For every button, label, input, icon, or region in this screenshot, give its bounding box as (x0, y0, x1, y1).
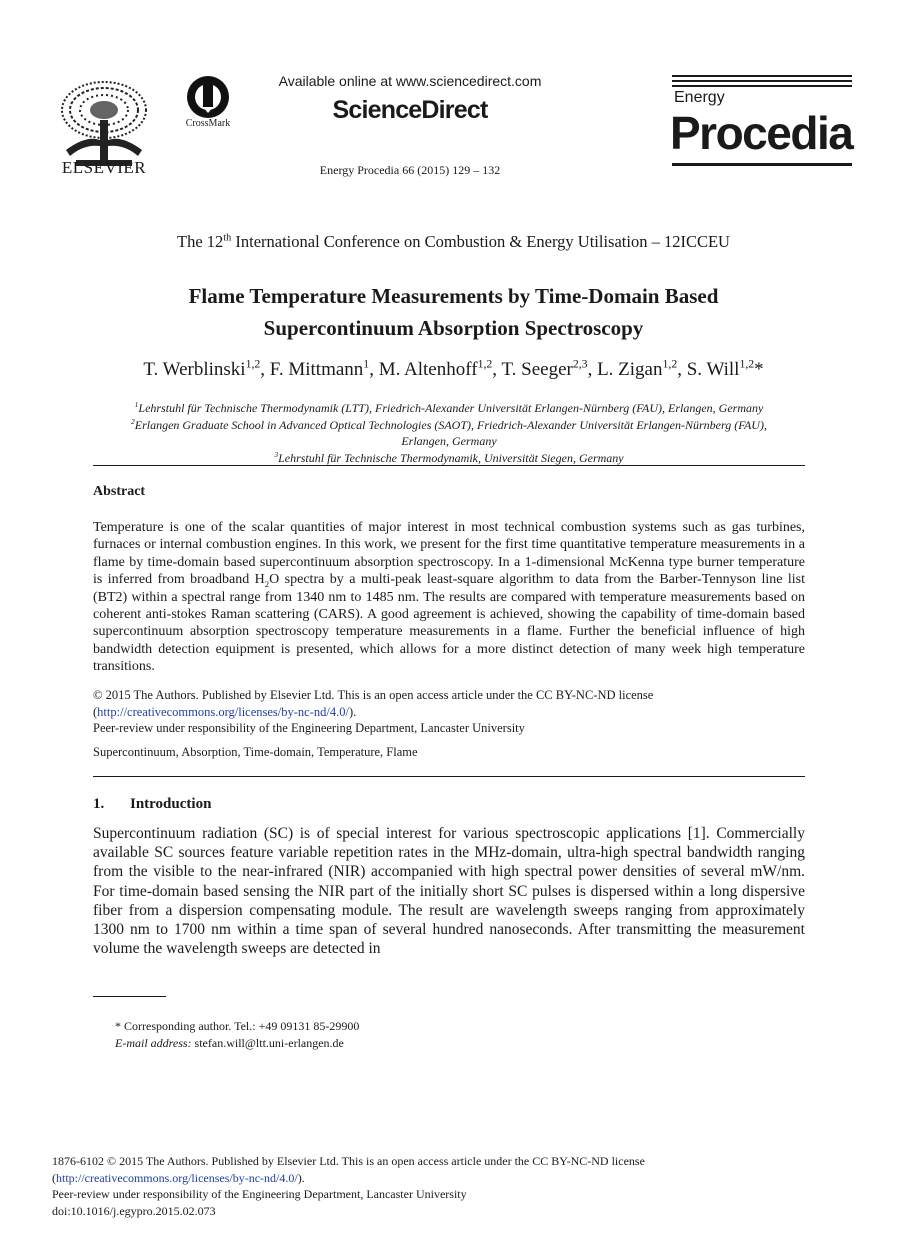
issn-copyright-line: 1876-6102 © 2015 The Authors. Published by Elsevier Ltd. This is an open access article under the CC BY-NC-ND license (52, 1154, 645, 1168)
affiliation-item (93, 400, 805, 417)
author-list (60, 359, 847, 381)
affiliation-text: Lehrstuhl für Technische Thermodynamik, Universität Siegen, Germany (278, 450, 624, 465)
author-name: T. Seeger (501, 359, 573, 380)
affiliation-item (93, 417, 805, 450)
affiliation-list (93, 400, 805, 466)
author-affil: 1,2 (662, 357, 678, 371)
paren-open: ( (93, 704, 98, 719)
conference-prefix: The 12 (177, 232, 224, 251)
title-line-1: Flame Temperature Measurements by Time-Domain Based (188, 284, 719, 308)
corresponding-author-note: * Corresponding author. Tel.: +49 09131 85-29900 (115, 1019, 360, 1033)
paren-open: ( (52, 1170, 56, 1185)
affiliation-text: Erlangen Graduate School in Advanced Optical Technologies (SAOT), Friedrich-Alexander Universität Erlangen-Nürnberg (FAU), Erlangen, Germany (134, 417, 767, 448)
copyright-line: © 2015 The Authors. Published by Elsevier Ltd. This is an open access article under the CC BY-NC-ND license (93, 688, 654, 702)
footnote-divider (93, 996, 166, 997)
author-name: T. Werblinski (143, 359, 246, 380)
section-heading-introduction (93, 796, 211, 813)
author-name: S. Will (686, 359, 740, 380)
email-label: E-mail address: (115, 1036, 192, 1050)
peer-review-line: Peer-review under responsibility of the Engineering Department, Lancaster University (93, 721, 525, 735)
introduction-body: Supercontinuum radiation (SC) is of special interest for various spectroscopic applications [1]. Commercially available SC sources feature variable repetition rates in the MHz-domain, ultra-high spectral bandwidth ranging from the visible to the near-infrared (NIR) accompanied with high spectral power densities of several mW/nm. For time-domain based sensing the NIR part of the initially short SC pulses is dispersed within a long dispersive fiber from a dispersion compensating module. The result are wavelength sweeps ranging from approximately 1300 nm to 1700 nm within a time span of several hundred nanoseconds. After transmitting the measurement volume the wavelength sweeps are detected in (93, 825, 805, 958)
license-link-bottom[interactable]: http://creativecommons.org/licenses/by-nc-nd/4.0/ (56, 1170, 298, 1185)
paren-close: ). (297, 1170, 305, 1185)
conference-name (60, 232, 847, 252)
affiliation-number: 3 (274, 449, 279, 459)
abstract-heading: Abstract (93, 484, 146, 499)
paren-close: ). (348, 704, 357, 719)
author-name: F. Mittmann (269, 359, 364, 380)
affiliation-item (93, 450, 805, 467)
publisher-logo-text: ELSEVIER (61, 158, 147, 177)
abstract-divider (93, 776, 805, 777)
abstract-text-part2: O spectra by a multi-peak least-square algorithm to data from the Barber-Tennyson line list (BT2) within a spectral range from 1340 nm to 1485 nm. The results are compared with temperature measurements based on coherent anti-stokes Raman scattering (CARS). A good agreement is achieved, showing the capability of time-domain based supercontinuum absorption spectroscopy temperature measurements in a flame. Further the beneficial influence of high bandwidth detection equipment is presented, which allows for a more distinct detection of many week high temperature transitions. (93, 572, 806, 675)
corresponding-email (115, 1036, 344, 1051)
author-name: M. Altenhoff (378, 359, 478, 380)
author-affil: 1,2 (245, 357, 261, 371)
journal-citation: Energy Procedia 66 (2015) 129 – 132 (319, 163, 501, 177)
abstract-text-part1: Temperature is one of the scalar quantities of major interest in most technical combustion systems such as gas turbines, furnaces or internal combustion engines. In this work, we present for the first time quantitative temperature measurements in a flame by time-domain based supercontinuum absorption spectroscopy. In a 1-dimensional McKenna type burner temperature is inferred from broadband H (93, 520, 805, 588)
license-link[interactable]: http://creativecommons.org/licenses/by-nc-nd/4.0/ (97, 704, 349, 719)
author-affil: 2,3 (572, 357, 588, 371)
author-sep: , (677, 359, 687, 380)
journal-logo-procedia: Procedia (670, 107, 853, 159)
email-address[interactable]: stefan.will@ltt.uni-erlangen.de (191, 1036, 344, 1050)
affiliation-number: 2 (131, 416, 135, 426)
author-sep: , (492, 359, 502, 380)
author-name: L. Zigan (597, 359, 663, 380)
available-online-text[interactable]: Available online at www.sciencedirect.com (278, 73, 542, 89)
affiliation-text: Lehrstuhl für Technische Thermodynamik (LTT), Friedrich-Alexander Universität Erlangen-Nürnberg (FAU), Erlangen, Germany (138, 401, 764, 415)
author-sep: , (260, 359, 270, 380)
journal-logo-underline (672, 163, 852, 166)
doi[interactable]: doi:10.1016/j.egypro.2015.02.073 (52, 1203, 216, 1218)
paper-title (60, 280, 847, 344)
affiliation-number: 1 (134, 400, 139, 409)
author-sep: , (587, 359, 598, 380)
section-title: Introduction (130, 796, 212, 812)
journal-logo-rules (672, 75, 852, 89)
section-number: 1. (93, 796, 105, 812)
conference-ordinal: th (223, 232, 232, 244)
abstract-body (93, 519, 805, 676)
copyright-notice (93, 687, 805, 737)
crossmark-label: CrossMark (185, 118, 231, 129)
author-corresponding-mark: * (754, 359, 764, 380)
author-sep: , (369, 359, 379, 380)
author-affil: 1 (363, 357, 370, 371)
sciencedirect-brand: ScienceDirect (332, 96, 488, 124)
conference-rest: International Conference on Combustion & Energy Utilisation – 12ICCEU (231, 232, 730, 251)
author-affil: 1,2 (477, 357, 493, 371)
journal-logo-energy: Energy (674, 89, 725, 106)
abstract-subscript: 2 (264, 579, 270, 590)
title-line-2: Supercontinuum Absorption Spectroscopy (263, 316, 644, 340)
header-divider (93, 465, 805, 466)
keywords: Supercontinuum, Absorption, Time-domain, Temperature, Flame (93, 745, 418, 759)
issn-license-block (52, 1153, 852, 1219)
author-affil: 1,2 (739, 357, 755, 371)
peer-review-line-bottom: Peer-review under responsibility of the Engineering Department, Lancaster University (52, 1187, 467, 1201)
